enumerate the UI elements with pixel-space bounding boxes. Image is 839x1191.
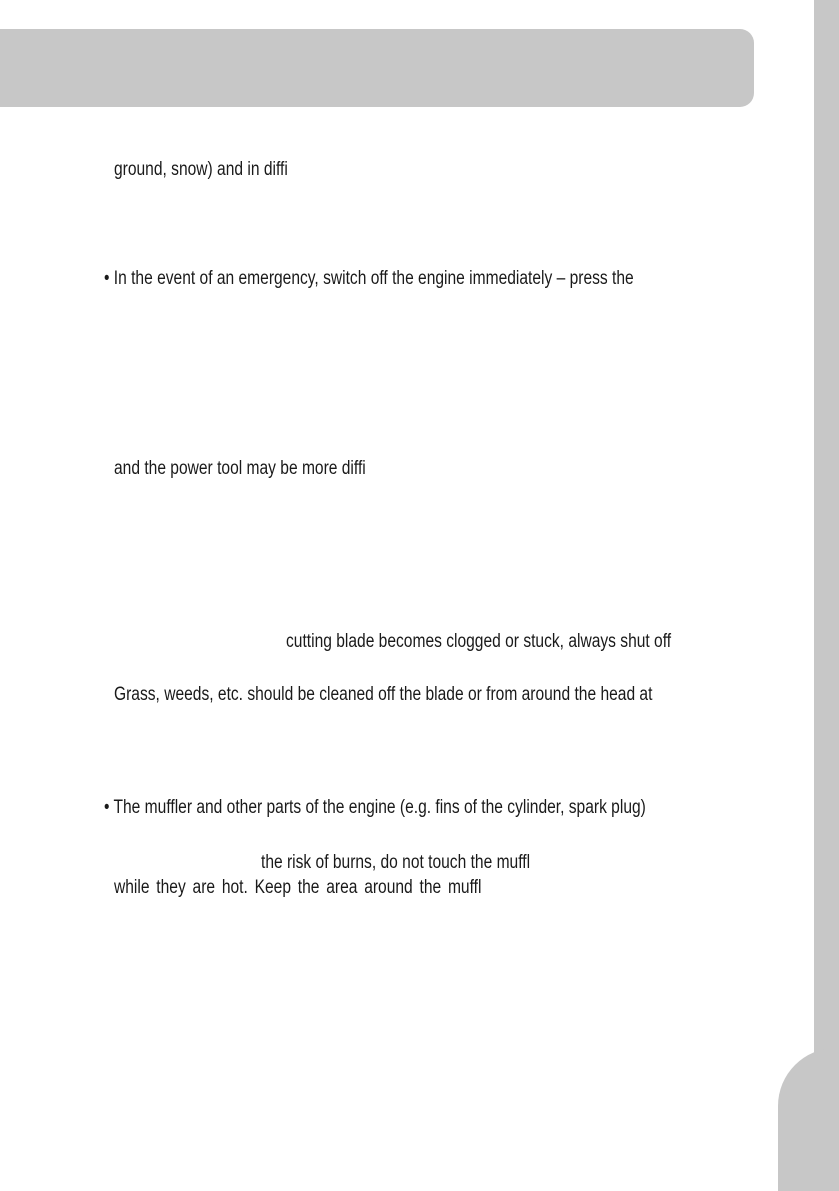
text-line-3: and the power tool may be more diffi xyxy=(114,458,366,479)
text-line-7: the risk of burns, do not touch the muffl xyxy=(261,852,531,873)
side-thumb-tab xyxy=(814,0,839,1191)
text-line-8: while they are hot. Keep the area around the muffl xyxy=(114,877,482,898)
text-line-1: ground, snow) and in diffi xyxy=(114,159,288,180)
corner-thumb-tab xyxy=(778,1048,839,1191)
text-line-4: cutting blade becomes clogged or stuck, always shut off xyxy=(286,631,672,652)
header-band xyxy=(0,29,754,107)
text-line-5: Grass, weeds, etc. should be cleaned off the blade or from around the head at xyxy=(114,684,653,705)
text-line-2: • In the event of an emergency, switch off the engine immediately – press the xyxy=(104,268,634,289)
text-line-6: • The muffler and other parts of the engine (e.g. fins of the cylinder, spark plug) xyxy=(104,797,646,818)
